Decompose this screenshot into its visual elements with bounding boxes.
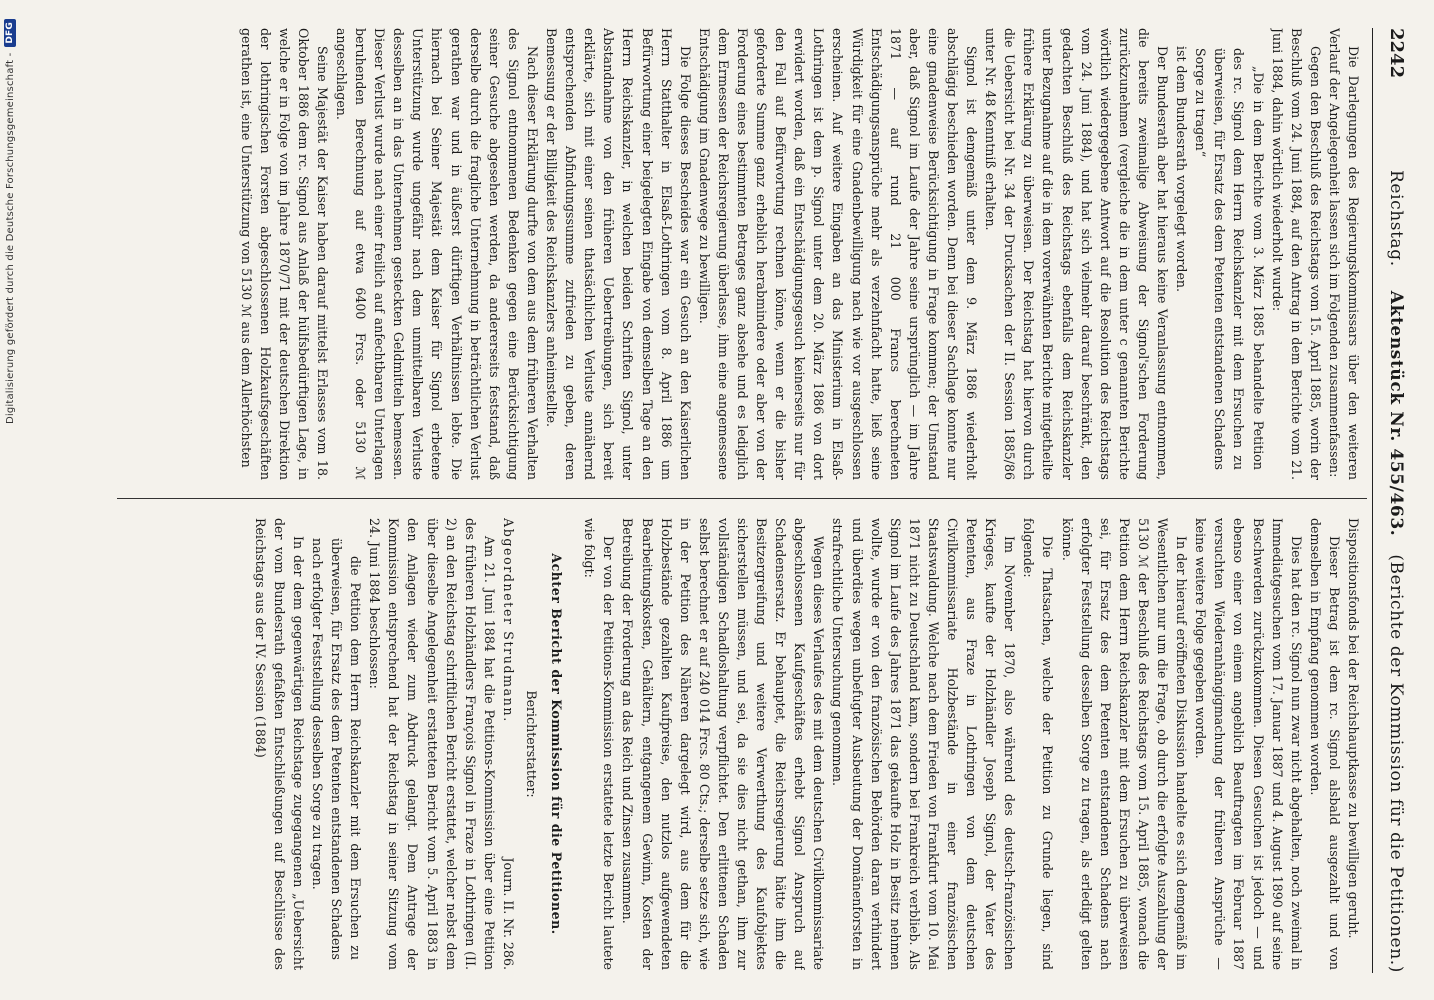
paragraph: Wegen dieses Verlaufes des mit dem deutschen Civilkommissariate abgeschlossenen Kaufgeschäftes erhebt Signol Anspruch auf Schadensersatz. Er behauptet, die Reichsregierung hätte ihm die Besitzergreifung und weitere Verwerthung des Kaufobjektes sicherstellen müssen, und sei, da sie dies nicht gethan, ihm zur vollständigen Schadloshaltung verpflichtet. Den erlittenen Schaden selbst berechnet er auf 240 014 Frcs. 80 Cts.; derselbe setze sich, wie in der Petition des Näheren dargelegt wird, aus dem für die Holzbestände gezahlten Kaufpreise, den nutzlos aufgewendeten Bearbeitungskosten, Gehältern, entgangenem Gewinn, Kosten der Betreibung der Forderung an das Reich und Zinsen zusammen. <box>620 518 827 970</box>
paragraph: Dispositionsfonds bei der Reichshauptkasse zu bewilligen geruht. <box>1346 518 1361 939</box>
running-head <box>1386 170 1406 973</box>
paragraph: Signol ist demgemäß unter dem 9. März 1886 wiederholt abschlägig beschieden worden. Denn bei dieser Sachlage konnte nur eine gnadenweise Berücksichtigung in Frage kommen; der Umstand aber, daß Signol im Laufe der Jahre seine ursprünglich — im Jahre 1871 — auf rund 21 000 Francs berechneten Entschädigungsansprüche mehr als verzehnfacht hatte, ließ seine Würdigkeit für eine Gnadenbewilligung nach wie vor ausgeschlossen erscheinen. Auf weitere Eingaben an das Ministerium in Elsaß-Lothringen ist dem p. Signol unter dem 20. März 1886 von dort erwidert worden, daß ein Entschädigungsgesuch keinerseits nur für den Fall auf Befürwortung rechnen könne, wenn er die bisher geforderte Summe ganz erheblich herabmindere oder aber von der Forderung eines bestimmten Betrages ganz absehe und es lediglich dem Ermessen der Reichsregierung überlasse, ihm eine angemessene Entschädigung im Gnadenwege zu bewilligen. <box>696 28 980 480</box>
paragraph: Gegen den Beschluß des Reichstags vom 15. April 1885, worin der Beschluß vom 24. Juni 1884, auf den Antrag in dem Berichte vom 21. Juni 1884, dahin wörtlich wiederholt wurde: <box>1269 28 1323 480</box>
credit-text: Digitalisierung gefördert durch die Deutsche Forschungsgemeinschaft - <box>4 52 16 425</box>
paragraph: Dieser Betrag ist dem rc. Signol alsbald ausgezahlt und von demselben in Empfang genommen worden. <box>1307 518 1342 970</box>
header-subtitle: (Berichte der Kommission für die Petitionen.) <box>1386 554 1406 973</box>
quoted-resolution: die Petition dem Herrn Reichskanzler mit dem Ersuchen zu überweisen, für Ersatz des dem Petenten entstandenen Schadens nach erfolgter Feststellung desselben Sorge zu tragen. <box>310 538 364 960</box>
paragraph: Am 21. Juni 1884 hat die Petitions-Kommission über eine Petition des früheren Holzhändlers François Signol in Fraze in Lothringen (II. 2) an den Reichstag schriftlichen Bericht erstattet, welcher nebst dem über dieselbe Angelegenheit erstatteten Bericht vom 5. April 1883 in den Anlagen wieder zum Abdruck gelangt. Dem Antrage der Kommission entsprechend hat der Reichstag in seiner Sitzung vom 24. Juni 1884 beschlossen: <box>367 518 497 970</box>
right-column <box>123 518 1363 970</box>
paragraph: Der von der Petitions-Kommission erstattete letzte Bericht lautete wie folgt: <box>582 518 617 970</box>
digitization-credit <box>1 19 19 999</box>
paragraph: In der hierauf eröffneten Diskussion handelte es sich demgemäß im Wesentlichen nur um die Frage, ob durch die erfolgte Auszahlung der 5130 ℳ der Beschluß des Reichstags vom 15. April 1885, wonach die Petition dem Herrn Reichskanzler mit dem Ersuchen zu überweisen sei, für Ersatz des dem Petenten entstandenen Schadens nach erfolgter Feststellung desselben Sorge zu tragen, als erledigt gelten könne. <box>1059 518 1190 970</box>
paragraph: Dies hat den rc. Signol nun zwar nicht abgehalten, noch zweimal in Immediatgesuchen vom 17. Januar 1887 und 4. August 1890 auf seine Beschwerden zurückzukommen. Diesen Gesuchen ist jedoch — und ebenso einer von einem angeblich Beauftragten im Februar 1887 versuchten Wiederanhängigmachung der früheren Ansprüche — keine weitere Folge gegeben worden. <box>1193 518 1304 970</box>
paragraph: Die Folge dieses Bescheides war ein Gesuch an den Kaiserlichen Herrn Statthalter in Elsaß-Lothringen vom 8. April 1886 um Befürwortung einer beigelegten Eingabe von demselben Tage an den Herrn Reichskanzler, in welchen beiden Schriften Signol, unter Abstandnahme von den früheren Uebertreibungen, sich bereit erklärte, sich mit einer seinen thatsächlichen Verluste annähernd entsprechenden Abfindungssumme zufrieden zu geben, deren Bemessung er der Billigkeit des Reichskanzlers anheimstellte. <box>544 28 693 480</box>
column-divider <box>117 498 1367 499</box>
footer-strip <box>0 0 22 1000</box>
paragraph: ist dem Bundesrath vorgelegt worden. <box>1174 46 1190 293</box>
paragraph: Nach dieser Erklärung durfte von dem aus dem früheren Verhalten des Signol entnommenen Bedenken gegen eine Berücksichtigung seiner Gesuche abgesehen werden, da andererseits feststand, daß derselbe durch die fragliche Unternehmung in beträchtlichen Verlust gerathen war und in äußerst dürftigen Verhältnissen lebte. Die hiernach bei Seiner Majestät dem Kaiser für Signol erbetene Unterstützung wurde ungefähr nach dem unmittelbaren Verluste desselben an in das Unternehmen gesteckten Geldmitteln bemessen. Dieser Verlust wurde nach einer freilich auf anfechtbaren Unterlagen beruhenden Berechnung auf etwa 6400 Frcs. oder 5130 ℳ angeschlagen. <box>334 28 540 480</box>
page-header <box>1372 28 1407 973</box>
dfg-logo-icon: DFG <box>4 19 16 47</box>
paragraph: Seine Majestät der Kaiser haben darauf mittelst Erlasses vom 18. Oktober 1886 dem rc. Signol aus Anlaß der hülfsbedürftigen Lage, in welche er in Folge von im Jahre 1870/71 mit der deutschen Direktion der lothringischen Forsten abgeschlossenen Holzkaufsgeschäften gerathen ist, eine Unterstützung von 5130 ℳ aus dem Allerhöchsten <box>238 28 330 480</box>
header-org: Reichstag. <box>1386 170 1406 267</box>
document-page <box>67 28 1407 973</box>
paragraph: Die Thatsachen, welche der Petition zu Grunde liegen, sind folgende: <box>1021 518 1056 970</box>
header-doc: Aktenstück Nr. 455/463. <box>1386 290 1406 537</box>
section-title: Achter Bericht der Kommission für die Petitionen. <box>549 553 565 935</box>
page-number: 2242 <box>1386 28 1407 79</box>
report-meta <box>499 518 518 970</box>
reporter-name: Abgeordneter Strudmann. <box>500 518 516 723</box>
paragraph: Die Darlegungen des Regierungskommissars über den weiteren Verlauf der Angelegenheit lassen sich im Folgenden zusammenfassen: <box>1326 28 1361 480</box>
left-column <box>123 28 1363 480</box>
paragraph: In der dem gegenwärtigen Reichstage zugegangenen „Uebersicht der vom Bundesrath gefaßten Entschließungen auf Beschlüsse des Reichstags aus der IV. Session (1884) <box>252 518 306 970</box>
paragraph: Der Bundesrath aber hat hieraus keine Veranlassung entnommen, die bereits zweimalige Abweisung der Signol'schen Forderung zurückzunehmen (vergleiche die in dem unter c genannten Berichte wörtlich wiedergegebene Antwort auf die Resolution des Reichstags vom 24. Juni 1884), und hat sich vielmehr darauf beschränkt, den gedachten Beschluß des Reichstags ebenfalls dem Reichskanzler unter Bezugnahme auf die in dem vorerwähnten Berichte mitgetheilte frühere Erklärung zu überweisen. Der Reichstag hat hiervon durch die Uebersicht bei Nr. 34 der Drucksachen der II. Session 1885/86 unter Nr. 48 Kenntniß erhalten. <box>983 28 1171 480</box>
reporter-label: Berichterstatter: <box>524 690 540 798</box>
paragraph: Im November 1870, also während des deutsch-französischen Krieges, kaufte der Holzhändler Joseph Signol, der Vater des Petenten, aus Fraze in Lothringen von dem deutschen Civilkommissariate Holzbestände in einer französischen Staatswaldung. Welche nach dem Frieden von Frankfurt vom 10. Mai 1871 nicht zu Deutschland kam, sondern bei Frankreich verblieb. Als Signol im Laufe des Jahres 1871 das gekaufte Holz in Besitz nehmen wollte, wurde er von den französischen Behörden daran verhindert und überdies wegen unbefugter Ausbeutung der Domänenforsten in strafrechtliche Untersuchung genommen. <box>830 518 1018 970</box>
quoted-resolution: „Die in dem Berichte vom 3. März 1885 behandelte Petition des rc. Signol dem Herrn Reichskanzler mit dem Ersuchen zu überweisen, für Ersatz des dem Petenten entstandenen Schadens Sorge zu tragen“ <box>1193 48 1266 470</box>
journal-reference: Journ. II. Nr. 286. <box>500 857 516 970</box>
